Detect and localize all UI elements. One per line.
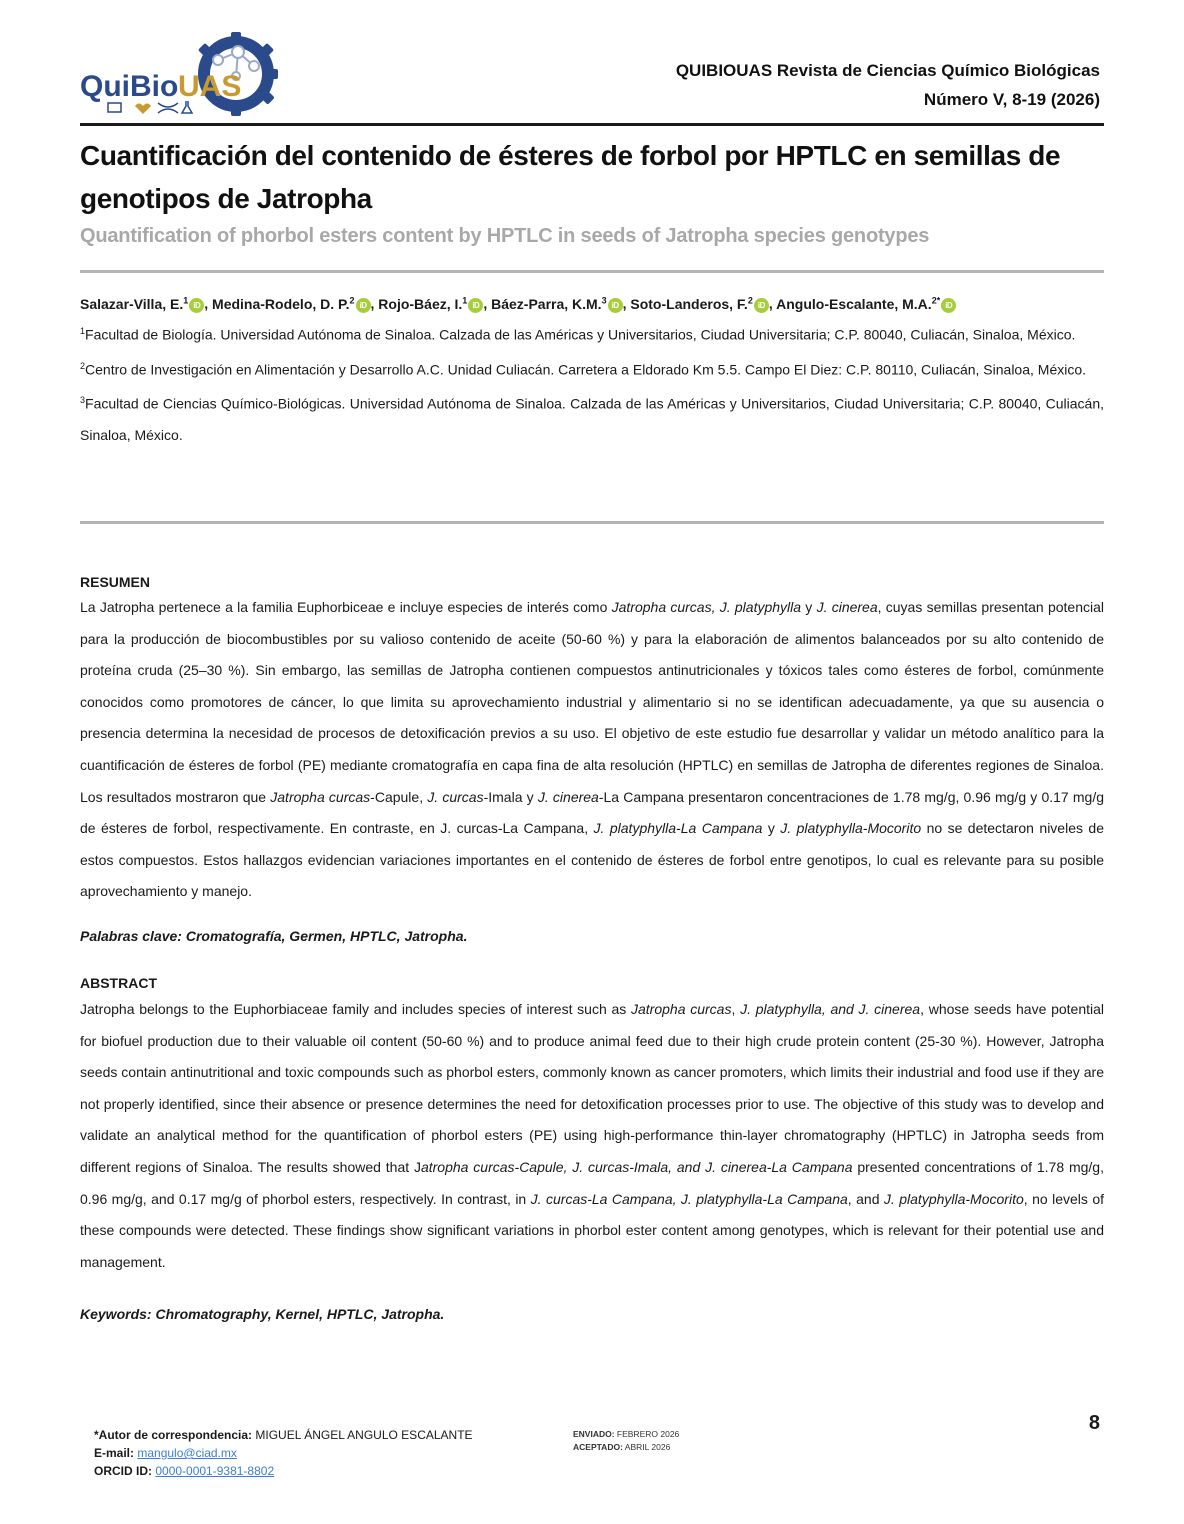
author-text: Rojo-Báez, I. [378,295,463,312]
body-text-run: -La Campana presentaron concentraciones de 1.78 mg/g, 0.96 mg/g y 0.17 mg/g de ésteres de forbol, respectivamente. En contraste, en J. curcas-La Campana, [80,788,1105,837]
correspondence-line [94,1426,473,1444]
affiliation-divider [80,521,1104,524]
body-text-run: presented concentrations of 1.78 mg/g, 0.96 mg/g, and 0.17 mg/g of phorbol esters, respectively. In contrast, in [80,1158,1104,1207]
author-affil-sup: 2* [931,295,941,305]
correspondence-block [94,1426,473,1480]
body-text-run: -Capule, [370,788,428,805]
abstract-body [80,994,1104,1278]
author-affil-sup: 1 [462,295,468,305]
affiliation-list [80,316,1104,451]
orcid-icon[interactable]: iD [608,298,623,313]
italic-text: J. cinerea [537,788,599,805]
enviado-label: ENVIADO: [573,1429,615,1439]
affiliation-item [80,385,1104,451]
journal-issue: Número V, 8-19 (2026) [923,90,1100,109]
author-separator: , [204,295,213,312]
italic-text: Jatropha curcas [270,788,371,805]
orcid-link[interactable]: 0000-0001-9381-8802 [155,1464,275,1478]
author-text: Angulo-Escalante, M.A. [776,295,932,312]
author-text: Soto-Landeros, F. [630,295,748,312]
title-divider [80,270,1104,273]
author-text: Salazar-Villa, E. [80,295,184,312]
keywords: Keywords: Chromatography, Kernel, HPTLC, Jatropha. [80,1306,445,1322]
affiliation-sup: 1 [80,326,86,336]
page-number: 8 [1088,1412,1100,1434]
body-text-run: y [762,820,781,837]
paper-subtitle: Quantification of phorbol esters content by HPTLC in seeds of Jatropha species genotypes [80,225,930,247]
orcid-icon[interactable]: iD [754,298,769,313]
body-text-run: , no levels of these compounds were detected. These findings show significant variations in phorbol ester content among genotypes, which is relevant for their potential use and management. [80,1190,1104,1270]
author-name [212,296,370,312]
affiliation-text: Facultad de Ciencias Químico-Biológicas. Universidad Autónoma de Sinaloa. Calzada de las Américas y Universitarios, Ciudad Universitaria; C.P. 80040, Culiacán, Sinaloa, México. [80,395,1104,443]
italic-text: Jatropha curcas, J. platyphylla [611,599,802,615]
author-separator: , [483,295,492,312]
orcid-icon[interactable]: iD [941,298,956,313]
author-list [80,286,1104,318]
italic-text: J. platyphylla-Mocorito [883,1190,1024,1207]
aceptado-label: ACEPTADO: [573,1442,623,1452]
body-text-run: -Imala y [483,788,538,805]
aceptado-date: ABRIL 2026 [622,1442,671,1452]
body-text-run: , and [847,1190,884,1207]
italic-text: J. platyphylla, and J. cinerea [740,1001,921,1017]
submission-dates [573,1428,679,1454]
author-name [80,296,204,312]
affiliation-sup: 3 [80,395,86,406]
aceptado-line [573,1441,679,1454]
italic-text: Jatropha curcas [631,1001,732,1017]
correspondence-label: *Autor de correspondencia: [94,1428,253,1442]
body-text-run: Jatropha belongs to the Euphorbiaceae family and includes species of interest such as [80,1001,631,1017]
email-link[interactable]: mangulo@ciad.mx [137,1446,237,1460]
header-divider [80,123,1104,126]
affiliation-sup: 2 [80,360,86,371]
orcid-icon[interactable]: iD [468,298,483,313]
body-text-run: , whose seeds have potential for biofuel production due to their valuable oil content (50-60 %) and to produce animal feed due to their high crude protein content (25-30 %). However, Jatropha seeds contain antinutritional and toxic compounds such as phorbol esters, commonly known as cancer promoters, which limits their industrial and food use if they are not properly identified, since their absence or presence determines the need for detoxification processes prior to use. The objective of this study was to develop and validate an analytical method for the quantification of phorbol esters (PE) using high-performance thin-layer chromatography (HPTLC) in Jatropha seeds from different regions of Sinaloa. The results showed that J [80,1001,1105,1175]
body-text-run: , cuyas semillas presentan potencial para la producción de biocombustibles por su valioso contenido de aceite (50-60 %) y para la elaboración de alimentos balanceados por su alto contenido de proteína cruda (25–30 %). Sin embargo, las semillas de Jatropha contienen compuestos antinutricionales y tóxicos tales como ésteres de forbol, comúnmente conocidos como promotores de cáncer, lo que limita su aprovechamiento industrial y alimentario si no se identifican adecuadamente, ya que su ausencia o presencia determina la necesidad de procesos de detoxificación previos a su uso. El objetivo de este estudio fue desarrollar y validar un método analítico para la cuantificación de ésteres de forbol (PE) mediante cromatografía en capa fina de alta resolución (HPTLC) en semillas de Jatropha de diferentes regiones de Sinaloa. Los resultados mostraron que [80,599,1104,805]
journal-name: QUIBIOUAS Revista de Ciencias Químico Biológicas [675,61,1100,80]
italic-text: J. platyphylla-La Campana [593,820,763,837]
author-separator: , [622,295,631,312]
italic-text: J. cinerea [816,599,878,615]
correspondence-name: MIGUEL ÁNGEL ANGULO ESCALANTE [252,1428,473,1442]
email-label: E-mail: [94,1446,135,1460]
resumen-body [80,592,1104,908]
author-affil-sup: 1 [183,295,189,305]
author-affil-sup: 2 [349,295,355,305]
author-affil-sup: 3 [601,295,607,305]
body-text-run: no se detectaron niveles de estos compuestos. Estos hallazgos evidencian variaciones importantes en el contenido de ésteres de forbol entre genotipos, lo cual es relevante para su posible aprovechamiento y manejo. [80,820,1104,900]
author-text: Báez-Parra, K.M. [491,295,602,312]
palabras-clave: Palabras clave: Cromatografía, Germen, HPTLC, Jatropha. [80,928,468,944]
journal-header [676,56,1100,114]
italic-text: J. curcas [427,788,484,805]
italic-text: atropha curcas-Capule, J. curcas-Imala, and J. cinerea-La Campana [420,1158,853,1175]
italic-text: J. platyphylla-Mocorito [780,820,922,837]
author-separator: , [768,295,777,312]
abstract-heading: ABSTRACT [80,975,157,991]
author-name [776,296,956,312]
affiliation-item [80,351,1104,386]
author-name [630,296,768,312]
logo-text-quibio: QuiBio [80,70,179,103]
resumen-heading: RESUMEN [80,574,151,590]
body-text-run: , [731,1001,741,1017]
orcid-icon[interactable]: iD [189,298,204,313]
author-separator: , [370,295,379,312]
paper-title: Cuantificación del contenido de ésteres de forbol por HPTLC en semillas de genotipos de Jatropha [80,140,1061,214]
author-text: Medina-Rodelo, D. P. [212,295,350,312]
email-line [94,1444,473,1462]
affiliation-text: Facultad de Biología. Universidad Autónoma de Sinaloa. Calzada de las Américas y Universitarios, Ciudad Universitaria; C.P. 80040, Culiacán, Sinaloa, México. [85,326,1076,343]
enviado-line [573,1428,679,1441]
body-text-run: La Jatropha pertenece a la familia Euphorbiceae e incluye especies de interés como [80,599,612,615]
author-name [491,296,623,312]
author-affil-sup: 2 [747,295,753,305]
author-name [378,296,483,312]
affiliation-text: Centro de Investigación en Alimentación y Desarrollo A.C. Unidad Culiacán. Carretera a Eldorado Km 5.5. Campo El Diez: C.P. 80110, Culiacán, Sinaloa, México. [85,361,1087,378]
affiliation-item [80,316,1104,351]
journal-logo [78,30,283,122]
logo-text-uas: UAS [178,70,242,103]
orcid-icon[interactable]: iD [356,298,371,313]
italic-text: J. curcas-La Campana, J. platyphylla-La Campana [530,1190,848,1207]
body-text-run: y [801,599,817,615]
enviado-date: FEBRERO 2026 [614,1429,680,1439]
orcid-line [94,1462,473,1480]
orcid-label: ORCID ID: [94,1464,152,1478]
